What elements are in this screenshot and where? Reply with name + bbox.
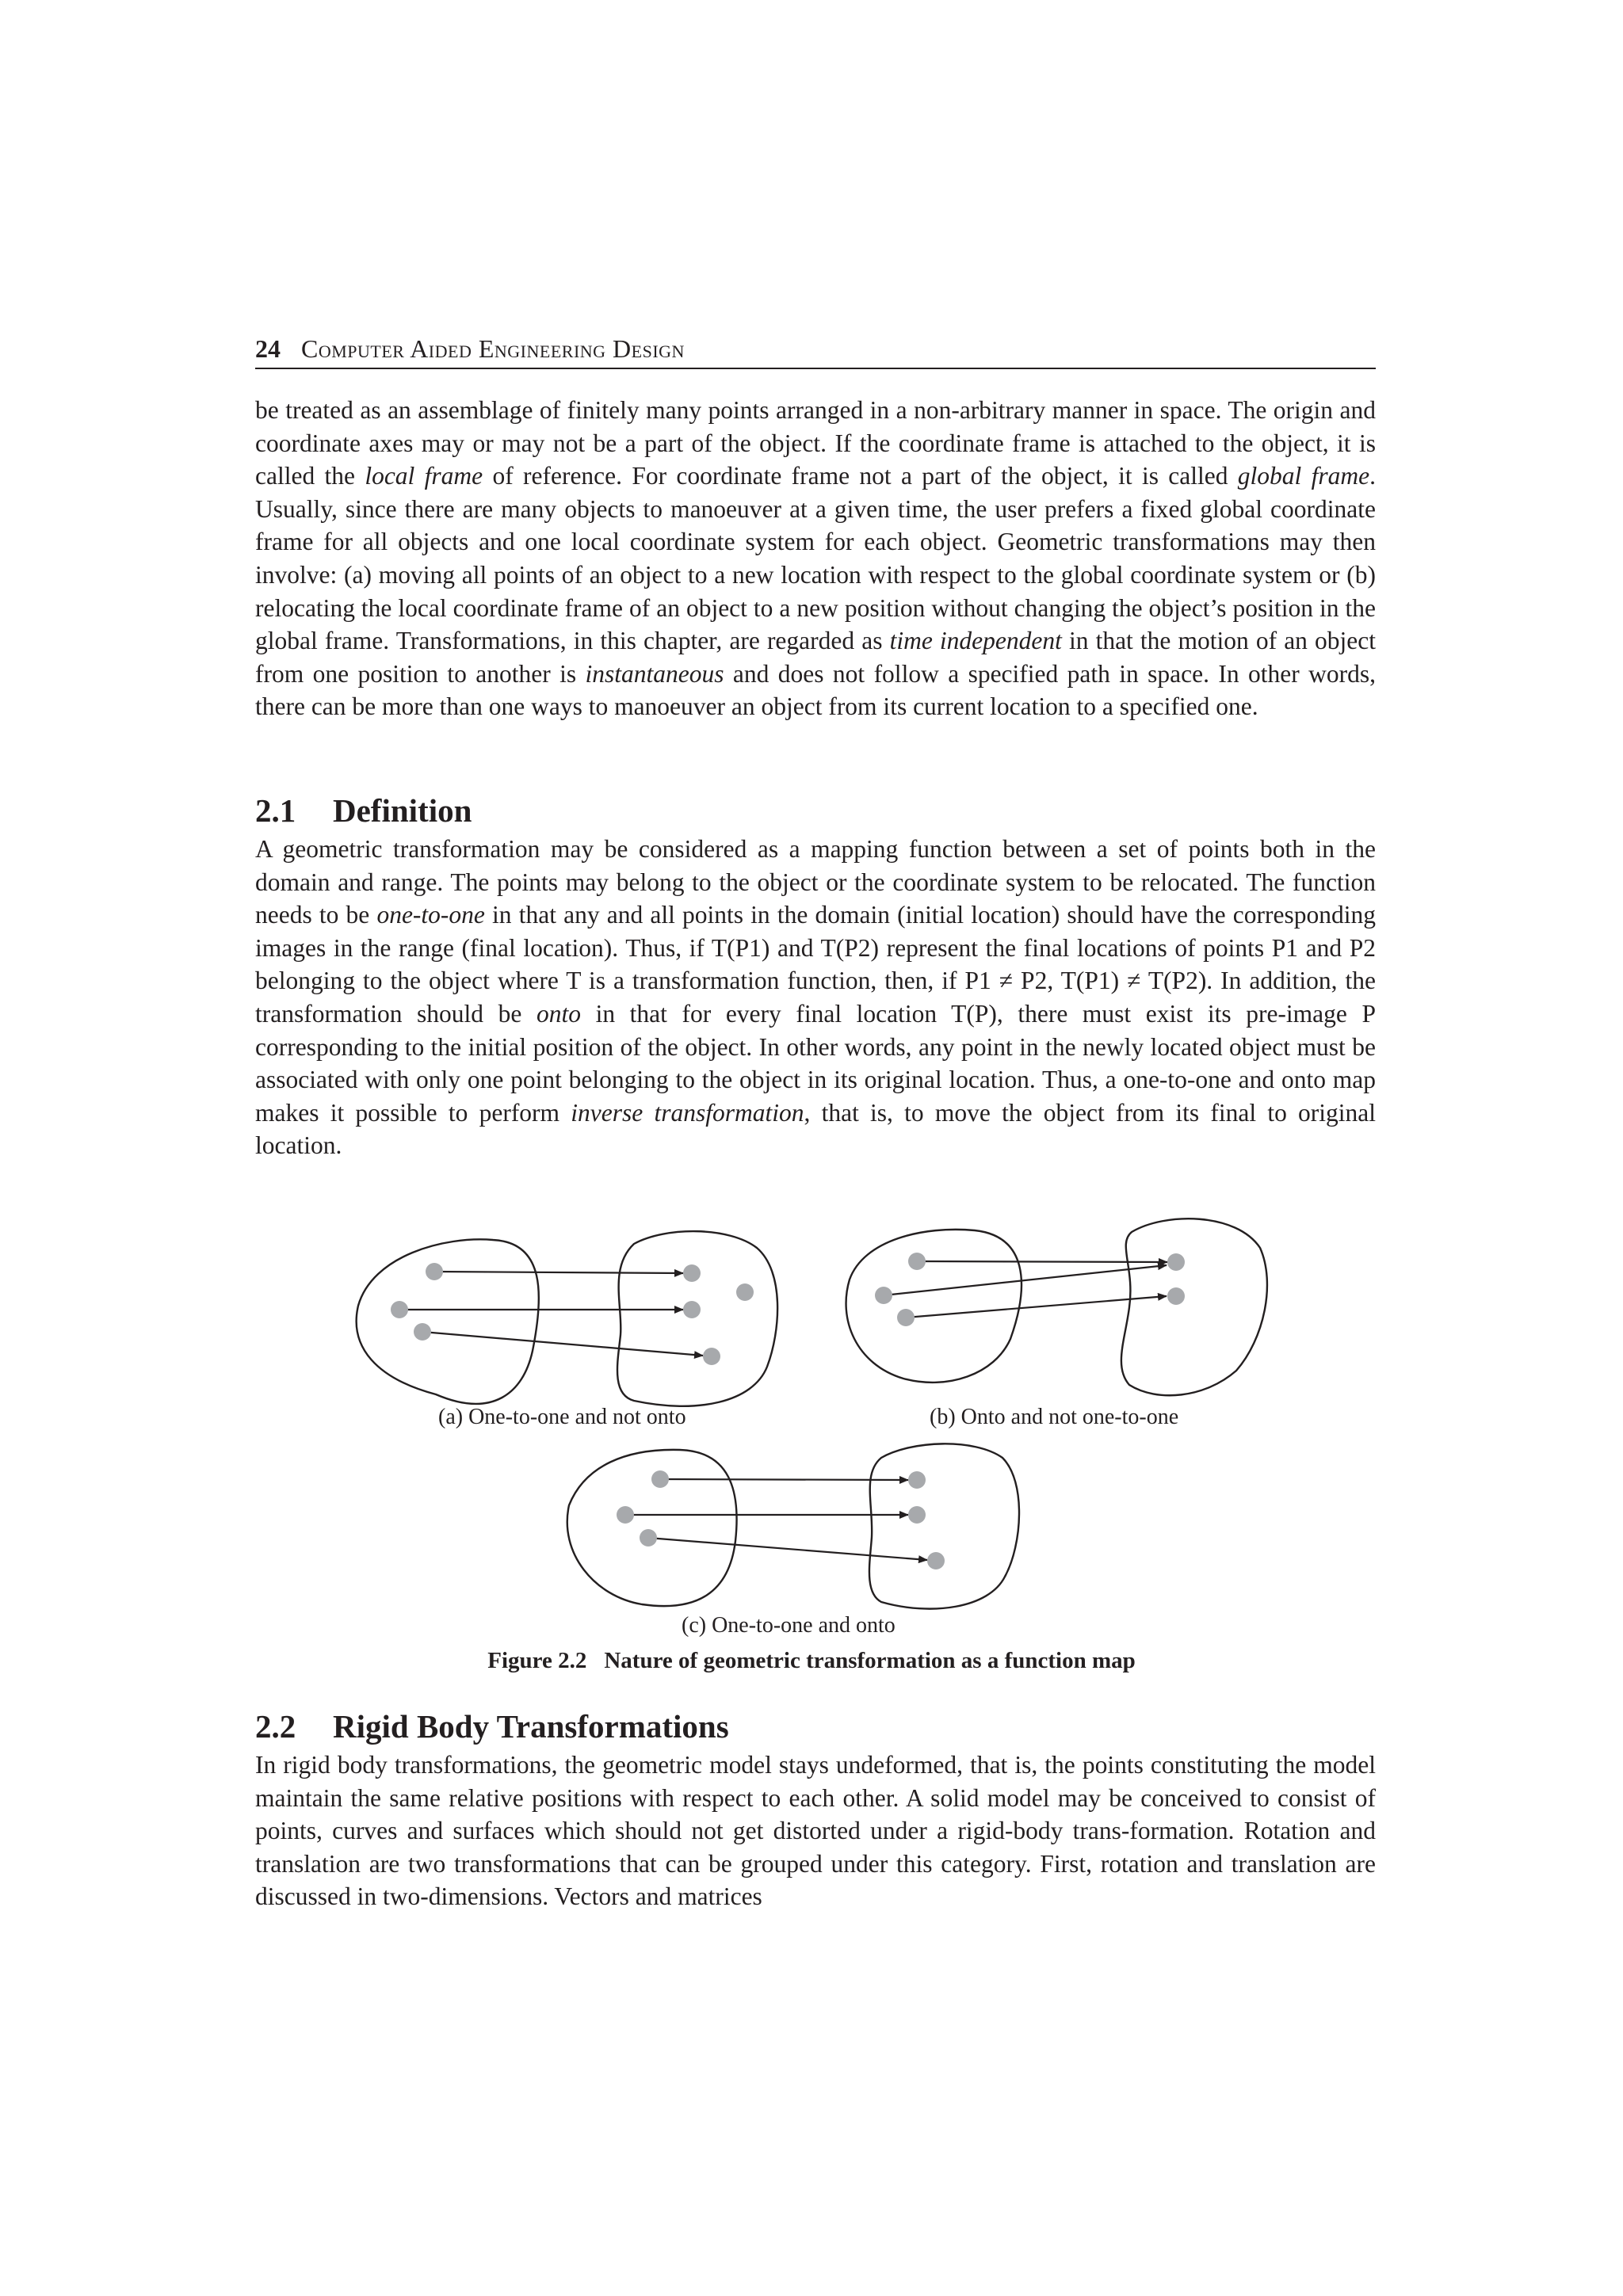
- point: [736, 1283, 754, 1301]
- page-number: 24: [255, 334, 281, 363]
- point: [683, 1264, 701, 1282]
- range-set-a: [617, 1231, 777, 1406]
- definition-text-2: in that any and all points in the domain (initial location) should have the corresponding images in the range (final location). Thus, if T(P1) and T(P2) represent the final locations of points P1 and P2 belonging to the object where T is a transformation function, then, if P1 ≠ P2, T(P1) ≠ T(P2). In addition, the transformation should be: [255, 901, 1376, 1028]
- definition-text-4: , that is, to move the object from its final to original location.: [255, 1098, 1377, 1160]
- definition-text-3: in that for every final location T(P), there must exist its pre-image P corresponding to the initial position of the object. In other words, any point in the newly located object must be associated with only one point belonging to the object in its original location. Thus, a one-to-one and onto map makes it possible to perform: [255, 999, 1376, 1127]
- intro-text-5: and does not follow a specified path in space. In other words, there can be more than one ways to manoeuver an object from its current location to a specified one.: [255, 659, 1376, 721]
- point: [640, 1529, 657, 1547]
- point: [1167, 1287, 1185, 1305]
- term-onto: onto: [536, 999, 581, 1028]
- point: [703, 1348, 720, 1365]
- point: [683, 1301, 701, 1318]
- domain-set-c: [567, 1450, 737, 1606]
- arrow-a1: [434, 1272, 683, 1273]
- section-number: 2.1: [255, 792, 296, 829]
- term-local-frame: local frame: [365, 462, 483, 490]
- arrow-b2: [884, 1265, 1167, 1295]
- point: [897, 1309, 915, 1326]
- arrow-c1: [660, 1479, 908, 1480]
- range-set-b: [1121, 1219, 1267, 1395]
- figure-caption: [0, 1646, 1623, 1675]
- domain-set-b: [846, 1230, 1022, 1383]
- intro-text-1: be treated as an assemblage of finitely many points arranged in a non-arbitrary manner in space. The origin and coordinate axes may or may not be a part of the object. If the coordinate frame is attached to the object, it is called the: [255, 396, 1376, 490]
- point: [651, 1470, 669, 1488]
- point: [617, 1506, 634, 1524]
- intro-text-2: of reference. For coordinate frame not a part of the object, it is called: [483, 462, 1238, 490]
- term-one-to-one: one-to-one: [376, 901, 485, 929]
- running-title: Computer Aided Engineering Design: [301, 334, 685, 363]
- panel-c-caption: (c) One-to-one and onto: [682, 1613, 896, 1638]
- point: [927, 1552, 945, 1569]
- intro-text-4: in that the motion of an object from one position to another is: [255, 627, 1376, 688]
- arrow-a3: [422, 1332, 703, 1356]
- point: [875, 1287, 892, 1304]
- intro-text-3: . Usually, since there are many objects to manoeuver at a given time, the user prefers a fixed global coordinate frame for all objects and one local coordinate system for each object. Geometric transformations may then involve: (a) moving all points of an object to a new location with respect to the global coordinate system or (b) relocating the local coordinate frame of an object to a new position without changing the object’s position in the global frame. Transformations, in this chapter, are regarded as: [255, 462, 1376, 655]
- term-time-independent: time independent: [889, 627, 1062, 655]
- point: [908, 1471, 926, 1489]
- domain-set-a: [357, 1239, 539, 1403]
- rigid-body-paragraph: In rigid body transformations, the geometric model stays undeformed, that is, the points constituting the model maintain the same relative positions with respect to each other. A solid model may be conceived to consist of points, curves and surfaces which should not get distorted under a rigid-body trans-formation. Rotation and translation are two transformations that can be grouped under this category. First, rotation and translation are discussed in two-dimensions. Vectors and matrices: [255, 1751, 1376, 1911]
- point: [391, 1301, 408, 1318]
- section-heading-rigid-body: [255, 1707, 729, 1746]
- panel-b-caption: (b) Onto and not one-to-one: [930, 1405, 1179, 1429]
- point: [426, 1263, 443, 1280]
- point: [414, 1323, 431, 1341]
- term-global-frame: global frame: [1237, 462, 1370, 490]
- term-instantaneous: instantaneous: [585, 659, 724, 688]
- range-set-c: [869, 1444, 1019, 1608]
- section-title: Rigid Body Transformations: [333, 1708, 729, 1745]
- section-title: Definition: [333, 792, 472, 829]
- figure-title: Nature of geometric transformation as a function map: [604, 1648, 1136, 1673]
- point: [908, 1506, 926, 1524]
- point: [908, 1253, 926, 1270]
- arrow-c3: [648, 1538, 927, 1560]
- figure-label: Figure 2.2: [487, 1648, 587, 1673]
- arrow-b1: [917, 1261, 1167, 1262]
- definition-text-1: A geometric transformation may be considered as a mapping function between a set of points both in the domain and range. The points may belong to the object or the coordinate system to be relocated. The function needs to be: [255, 835, 1376, 929]
- panel-a-caption: (a) One-to-one and not onto: [438, 1405, 686, 1429]
- term-inverse-transformation: inverse transformation: [571, 1098, 804, 1127]
- point: [1167, 1253, 1185, 1271]
- section-number: 2.2: [255, 1708, 296, 1745]
